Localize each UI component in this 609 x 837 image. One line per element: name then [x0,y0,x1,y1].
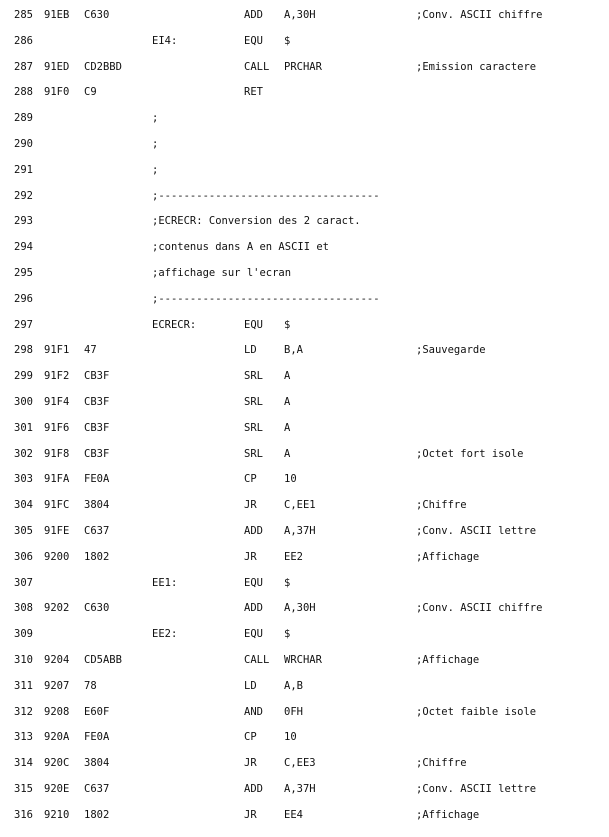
address: 91FA [44,473,70,486]
comment: ;Emission caractere [416,60,537,73]
listing-row [0,776,609,802]
operand: $ [284,318,291,331]
listing-row [0,105,609,131]
operand: EE4 [284,808,303,821]
mnemonic: ADD [244,783,263,795]
mnemonic: CP [244,731,257,744]
address: 9204 [44,654,70,666]
operand: $ [284,576,291,589]
mnemonic: JR [244,808,257,821]
line-number: 301 [14,421,33,434]
listing-row [0,312,609,338]
address: 91FC [44,499,70,512]
line-number: 316 [14,808,33,821]
line-number: 286 [14,34,33,47]
operand: WRCHAR [284,654,322,666]
label-field: EE1: [152,576,178,589]
label-field: ;contenus dans A en ASCII et [152,241,330,254]
line-number: 285 [14,9,33,21]
address: 9207 [44,679,70,692]
operand: PRCHAR [284,60,322,73]
listing-row [0,699,609,725]
line-number: 304 [14,499,33,512]
machine-code: CB3F [84,421,110,434]
address: 9200 [44,550,70,563]
comment: ;Conv. ASCII lettre [416,525,537,537]
mnemonic: LD [244,344,257,357]
listing-row [0,802,609,828]
listing-row [0,2,609,28]
mnemonic: SRL [244,421,263,434]
operand: A,37H [284,783,316,795]
label-field: ECRECR: [152,318,197,331]
mnemonic: LD [244,679,257,692]
listing-row [0,570,609,596]
machine-code: CD5ABB [84,654,122,666]
operand: 10 [284,473,297,486]
address: 920E [44,783,70,795]
listing-row [0,441,609,467]
listing-row [0,183,609,209]
listing-row [0,621,609,647]
comment: ;Conv. ASCII chiffre [416,9,543,21]
operand: 0FH [284,705,303,718]
listing-row [0,54,609,80]
mnemonic: AND [244,705,263,718]
listing-row [0,647,609,673]
line-number: 293 [14,215,33,228]
address: 91F8 [44,447,70,460]
mnemonic: CALL [244,60,270,73]
address: 91F0 [44,86,70,99]
operand: A [284,447,291,460]
machine-code: C630 [84,9,110,21]
machine-code: 47 [84,344,97,357]
line-number: 303 [14,473,33,486]
mnemonic: SRL [244,370,263,383]
listing-row [0,595,609,621]
listing-row [0,750,609,776]
mnemonic: EQU [244,576,263,589]
line-number: 313 [14,731,33,744]
label-field: EI4: [152,34,178,47]
comment: ;Sauvegarde [416,344,486,357]
operand: $ [284,34,291,47]
address: 91F4 [44,396,70,408]
machine-code: FE0A [84,473,110,486]
line-number: 306 [14,550,33,563]
comment: ;Octet faible isole [416,705,537,718]
operand: A,B [284,679,303,692]
listing-row [0,363,609,389]
address: 91F2 [44,370,70,383]
line-number: 290 [14,138,33,150]
address: 9208 [44,705,70,718]
address: 9202 [44,602,70,615]
operand: B,A [284,344,303,357]
machine-code: CB3F [84,396,110,408]
listing-row [0,234,609,260]
comment: ;Conv. ASCII chiffre [416,602,543,615]
operand: 10 [284,731,297,744]
machine-code: 3804 [84,757,110,770]
mnemonic: EQU [244,318,263,331]
label-field: EE2: [152,628,178,641]
listing-row [0,673,609,699]
listing-row [0,337,609,363]
comment: ;Conv. ASCII lettre [416,783,537,795]
comment: ;Affichage [416,654,480,666]
line-number: 302 [14,447,33,460]
operand: $ [284,628,291,641]
machine-code: 1802 [84,550,110,563]
address: 91F6 [44,421,70,434]
line-number: 310 [14,654,33,666]
listing-row [0,286,609,312]
machine-code: E60F [84,705,110,718]
mnemonic: JR [244,757,257,770]
label-field: ; [152,163,159,176]
listing-row [0,260,609,286]
line-number: 291 [14,163,33,176]
line-number: 294 [14,241,33,254]
address: 9210 [44,808,70,821]
line-number: 295 [14,267,33,279]
machine-code: 78 [84,679,97,692]
machine-code: 3804 [84,499,110,512]
mnemonic: JR [244,550,257,563]
mnemonic: JR [244,499,257,512]
comment: ;Affichage [416,550,480,563]
mnemonic: ADD [244,602,263,615]
line-number: 312 [14,705,33,718]
line-number: 311 [14,679,33,692]
operand: C,EE1 [284,499,316,512]
label-field: ;affichage sur l'ecran [152,267,292,279]
line-number: 297 [14,318,33,331]
address: 920A [44,731,70,744]
line-number: 314 [14,757,33,770]
operand: A,30H [284,602,316,615]
listing-row [0,724,609,750]
comment: ;Octet fort isole [416,447,524,460]
address: 91F1 [44,344,70,357]
comment: ;Chiffre [416,757,467,770]
machine-code: C637 [84,525,110,537]
label-field: ;----------------------------------- [152,292,380,305]
mnemonic: CP [244,473,257,486]
address: 91EB [44,9,70,21]
machine-code: CB3F [84,370,110,383]
line-number: 289 [14,112,33,125]
label-field: ;----------------------------------- [152,189,380,202]
machine-code: FE0A [84,731,110,744]
mnemonic: EQU [244,628,263,641]
label-field: ;ECRECR: Conversion des 2 caract. [152,215,361,228]
machine-code: C630 [84,602,110,615]
line-number: 298 [14,344,33,357]
mnemonic: SRL [244,447,263,460]
operand: C,EE3 [284,757,316,770]
mnemonic: ADD [244,525,263,537]
machine-code: C637 [84,783,110,795]
operand: A [284,421,291,434]
listing-row [0,131,609,157]
operand: EE2 [284,550,303,563]
address: 91FE [44,525,70,537]
address: 91ED [44,60,70,73]
listing-row [0,544,609,570]
mnemonic: ADD [244,9,263,21]
line-number: 300 [14,396,33,408]
listing-row [0,79,609,105]
line-number: 315 [14,783,33,795]
line-number: 307 [14,576,33,589]
machine-code: CB3F [84,447,110,460]
line-number: 288 [14,86,33,99]
line-number: 305 [14,525,33,537]
mnemonic: RET [244,86,263,99]
line-number: 299 [14,370,33,383]
label-field: ; [152,138,159,150]
operand: A,37H [284,525,316,537]
line-number: 287 [14,60,33,73]
listing-row [0,157,609,183]
machine-code: C9 [84,86,97,99]
line-number: 292 [14,189,33,202]
operand: A,30H [284,9,316,21]
line-number: 309 [14,628,33,641]
line-number: 296 [14,292,33,305]
comment: ;Chiffre [416,499,467,512]
listing-row [0,466,609,492]
mnemonic: SRL [244,396,263,408]
listing-row [0,208,609,234]
line-number: 308 [14,602,33,615]
operand: A [284,370,291,383]
machine-code: CD2BBD [84,60,122,73]
listing-row [0,28,609,54]
address: 920C [44,757,70,770]
listing-row [0,492,609,518]
mnemonic: EQU [244,34,263,47]
listing-row [0,389,609,415]
comment: ;Affichage [416,808,480,821]
mnemonic: CALL [244,654,270,666]
machine-code: 1802 [84,808,110,821]
label-field: ; [152,112,159,125]
listing-row [0,415,609,441]
listing-row [0,518,609,544]
operand: A [284,396,291,408]
